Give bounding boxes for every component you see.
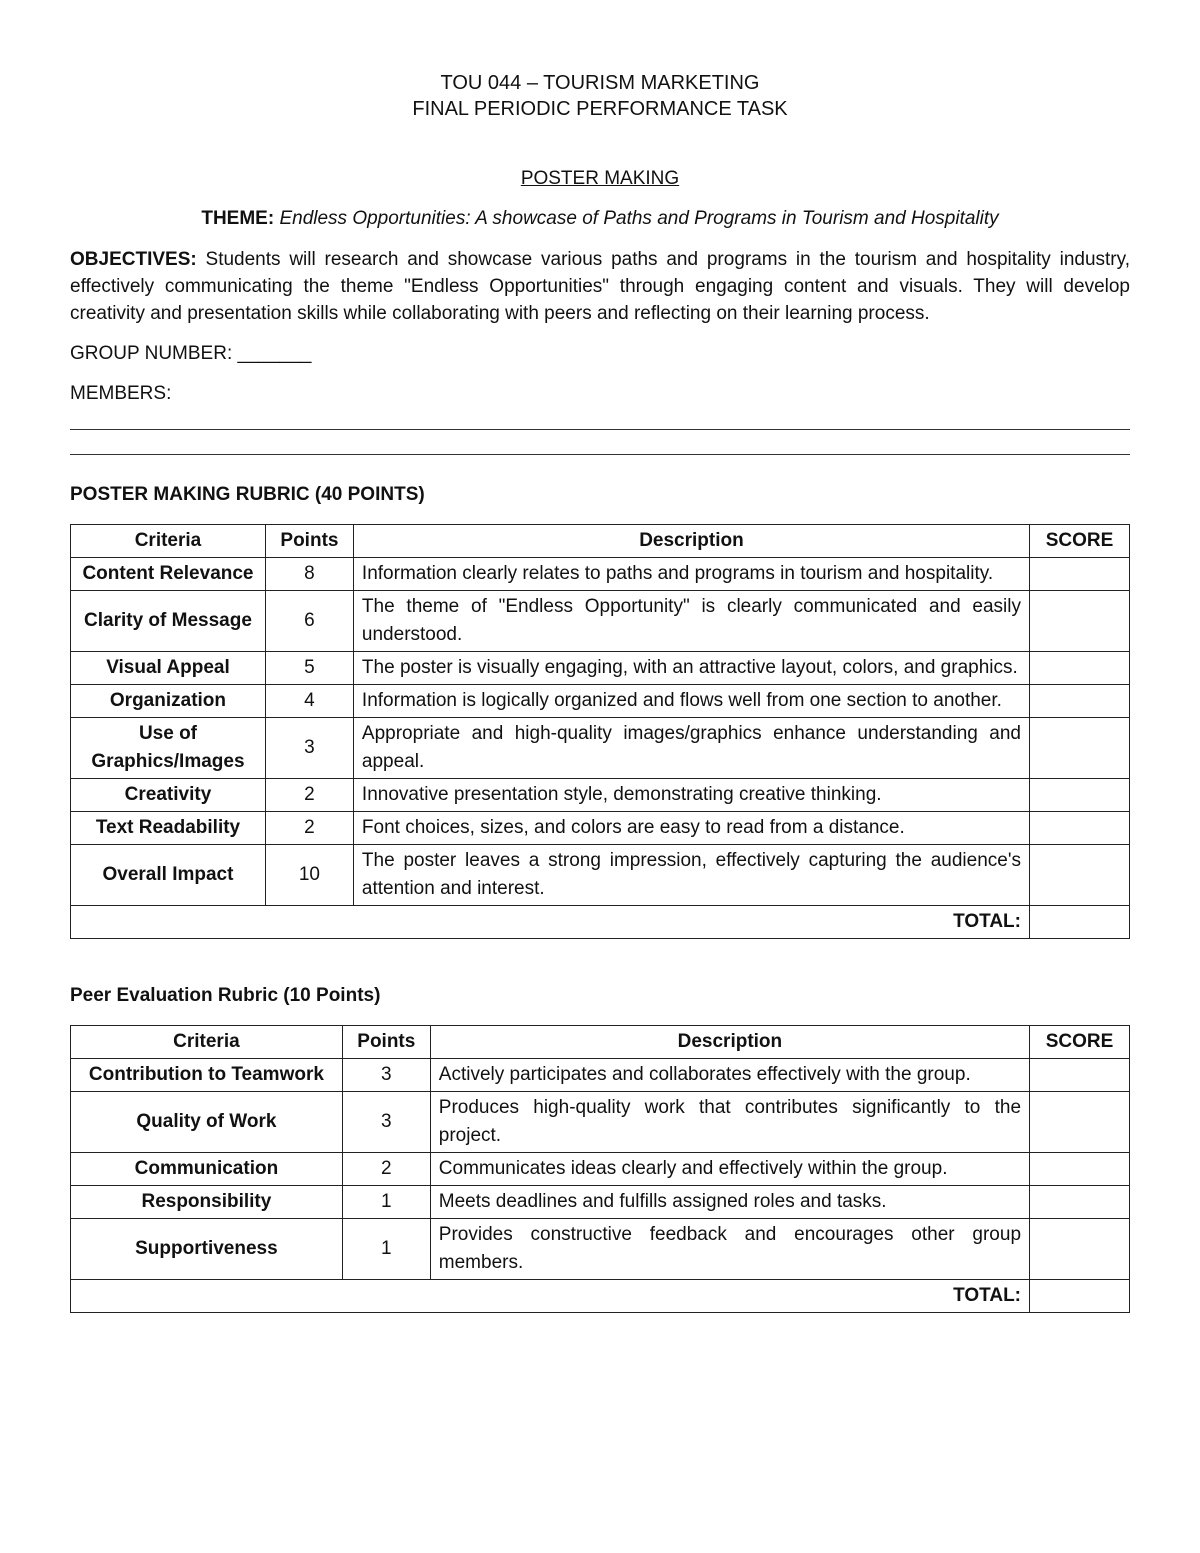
points-cell: 3 [342,1059,430,1092]
description-cell: Appropriate and high-quality images/graphics enhance understanding and appeal. [353,718,1029,779]
poster-rubric-title: POSTER MAKING RUBRIC (40 POINTS) [70,484,425,505]
total-score-cell [1030,906,1130,939]
criteria-cell: Creativity [71,779,266,812]
score-cell [1030,812,1130,845]
total-row [71,1280,1130,1313]
points-cell: 1 [342,1219,430,1280]
total-label: TOTAL: [71,1280,1030,1313]
description-cell: Innovative presentation style, demonstrating creative thinking. [353,779,1029,812]
header-criteria: Criteria [71,525,266,558]
description-cell: Communicates ideas clearly and effectively within the group. [430,1153,1029,1186]
theme-text: Endless Opportunities: A showcase of Paths and Programs in Tourism and Hospitality [279,208,999,229]
criteria-cell: Overall Impact [71,845,266,906]
header-score: SCORE [1030,1026,1130,1059]
score-cell [1030,845,1130,906]
criteria-cell: Contribution to Teamwork [71,1059,343,1092]
points-cell: 4 [265,685,353,718]
total-row [71,906,1130,939]
score-cell [1030,1092,1130,1153]
table-row [71,652,1130,685]
document-page [70,70,1130,1313]
peer-rubric-body [71,1059,1130,1313]
score-cell [1030,652,1130,685]
theme-label: THEME: [201,208,275,229]
points-cell: 5 [265,652,353,685]
objectives-label: OBJECTIVES: [70,249,197,270]
points-cell: 10 [265,845,353,906]
table-row [71,718,1130,779]
score-cell [1030,591,1130,652]
activity-title: POSTER MAKING [520,168,680,189]
table-header-row [71,1026,1130,1059]
header-description: Description [430,1026,1029,1059]
criteria-cell: Visual Appeal [71,652,266,685]
table-row [71,779,1130,812]
table-row [71,1092,1130,1153]
header-criteria: Criteria [71,1026,343,1059]
table-row [71,812,1130,845]
points-cell: 6 [265,591,353,652]
description-cell: Information clearly relates to paths and programs in tourism and hospitality. [353,558,1029,591]
objectives-text: Students will research and showcase various paths and programs in the tourism and hospitality industry, effectively communicating the theme "Endless Opportunities" through engaging content and visuals. They will develop creativity and presentation skills while collaborating with peers and reflecting on their learning process. [70,249,1131,324]
members-line-2 [70,454,1130,455]
peer-rubric-table [70,1025,1130,1313]
criteria-cell: Responsibility [71,1186,343,1219]
description-cell: Provides constructive feedback and encourages other group members. [430,1219,1029,1280]
table-row [71,591,1130,652]
poster-rubric-table [70,524,1130,939]
description-cell: The theme of "Endless Opportunity" is clearly communicated and easily understood. [353,591,1029,652]
task-title: FINAL PERIODIC PERFORMANCE TASK [412,98,788,120]
score-cell [1030,718,1130,779]
members-field: MEMBERS: [70,383,172,404]
score-cell [1030,1186,1130,1219]
header-score: SCORE [1030,525,1130,558]
score-cell [1030,558,1130,591]
points-cell: 2 [265,812,353,845]
group-number-field: GROUP NUMBER: _______ [70,343,312,364]
criteria-cell: Quality of Work [71,1092,343,1153]
table-row [71,845,1130,906]
theme-line [70,206,1130,232]
description-cell: Actively participates and collaborates effectively with the group. [430,1059,1029,1092]
header-points: Points [342,1026,430,1059]
criteria-cell: Communication [71,1153,343,1186]
description-cell: Information is logically organized and flows well from one section to another. [353,685,1029,718]
objectives-paragraph [70,246,1130,327]
criteria-cell: Clarity of Message [71,591,266,652]
points-cell: 3 [265,718,353,779]
points-cell: 8 [265,558,353,591]
peer-rubric-title: Peer Evaluation Rubric (10 Points) [70,985,381,1006]
total-score-cell [1030,1280,1130,1313]
description-cell: The poster is visually engaging, with an attractive layout, colors, and graphics. [353,652,1029,685]
description-cell: The poster leaves a strong impression, effectively capturing the audience's attention and interest. [353,845,1029,906]
criteria-cell: Supportiveness [71,1219,343,1280]
points-cell: 2 [342,1153,430,1186]
description-cell: Font choices, sizes, and colors are easy to read from a distance. [353,812,1029,845]
points-cell: 2 [265,779,353,812]
table-row [71,1219,1130,1280]
criteria-cell: Content Relevance [71,558,266,591]
header-description: Description [353,525,1029,558]
poster-rubric-body [71,558,1130,939]
description-cell: Produces high-quality work that contributes significantly to the project. [430,1092,1029,1153]
criteria-cell: Use of Graphics/Images [71,718,266,779]
points-cell: 1 [342,1186,430,1219]
score-cell [1030,1153,1130,1186]
points-cell: 3 [342,1092,430,1153]
table-header-row [71,525,1130,558]
course-title: TOU 044 – TOURISM MARKETING [440,72,760,94]
members-line-1 [70,429,1130,430]
description-cell: Meets deadlines and fulfills assigned roles and tasks. [430,1186,1029,1219]
criteria-cell: Organization [71,685,266,718]
criteria-cell: Text Readability [71,812,266,845]
table-row [71,1186,1130,1219]
table-row [71,1059,1130,1092]
table-row [71,685,1130,718]
header-points: Points [265,525,353,558]
score-cell [1030,685,1130,718]
score-cell [1030,1219,1130,1280]
score-cell [1030,779,1130,812]
total-label: TOTAL: [71,906,1030,939]
table-row [71,1153,1130,1186]
score-cell [1030,1059,1130,1092]
table-row [71,558,1130,591]
